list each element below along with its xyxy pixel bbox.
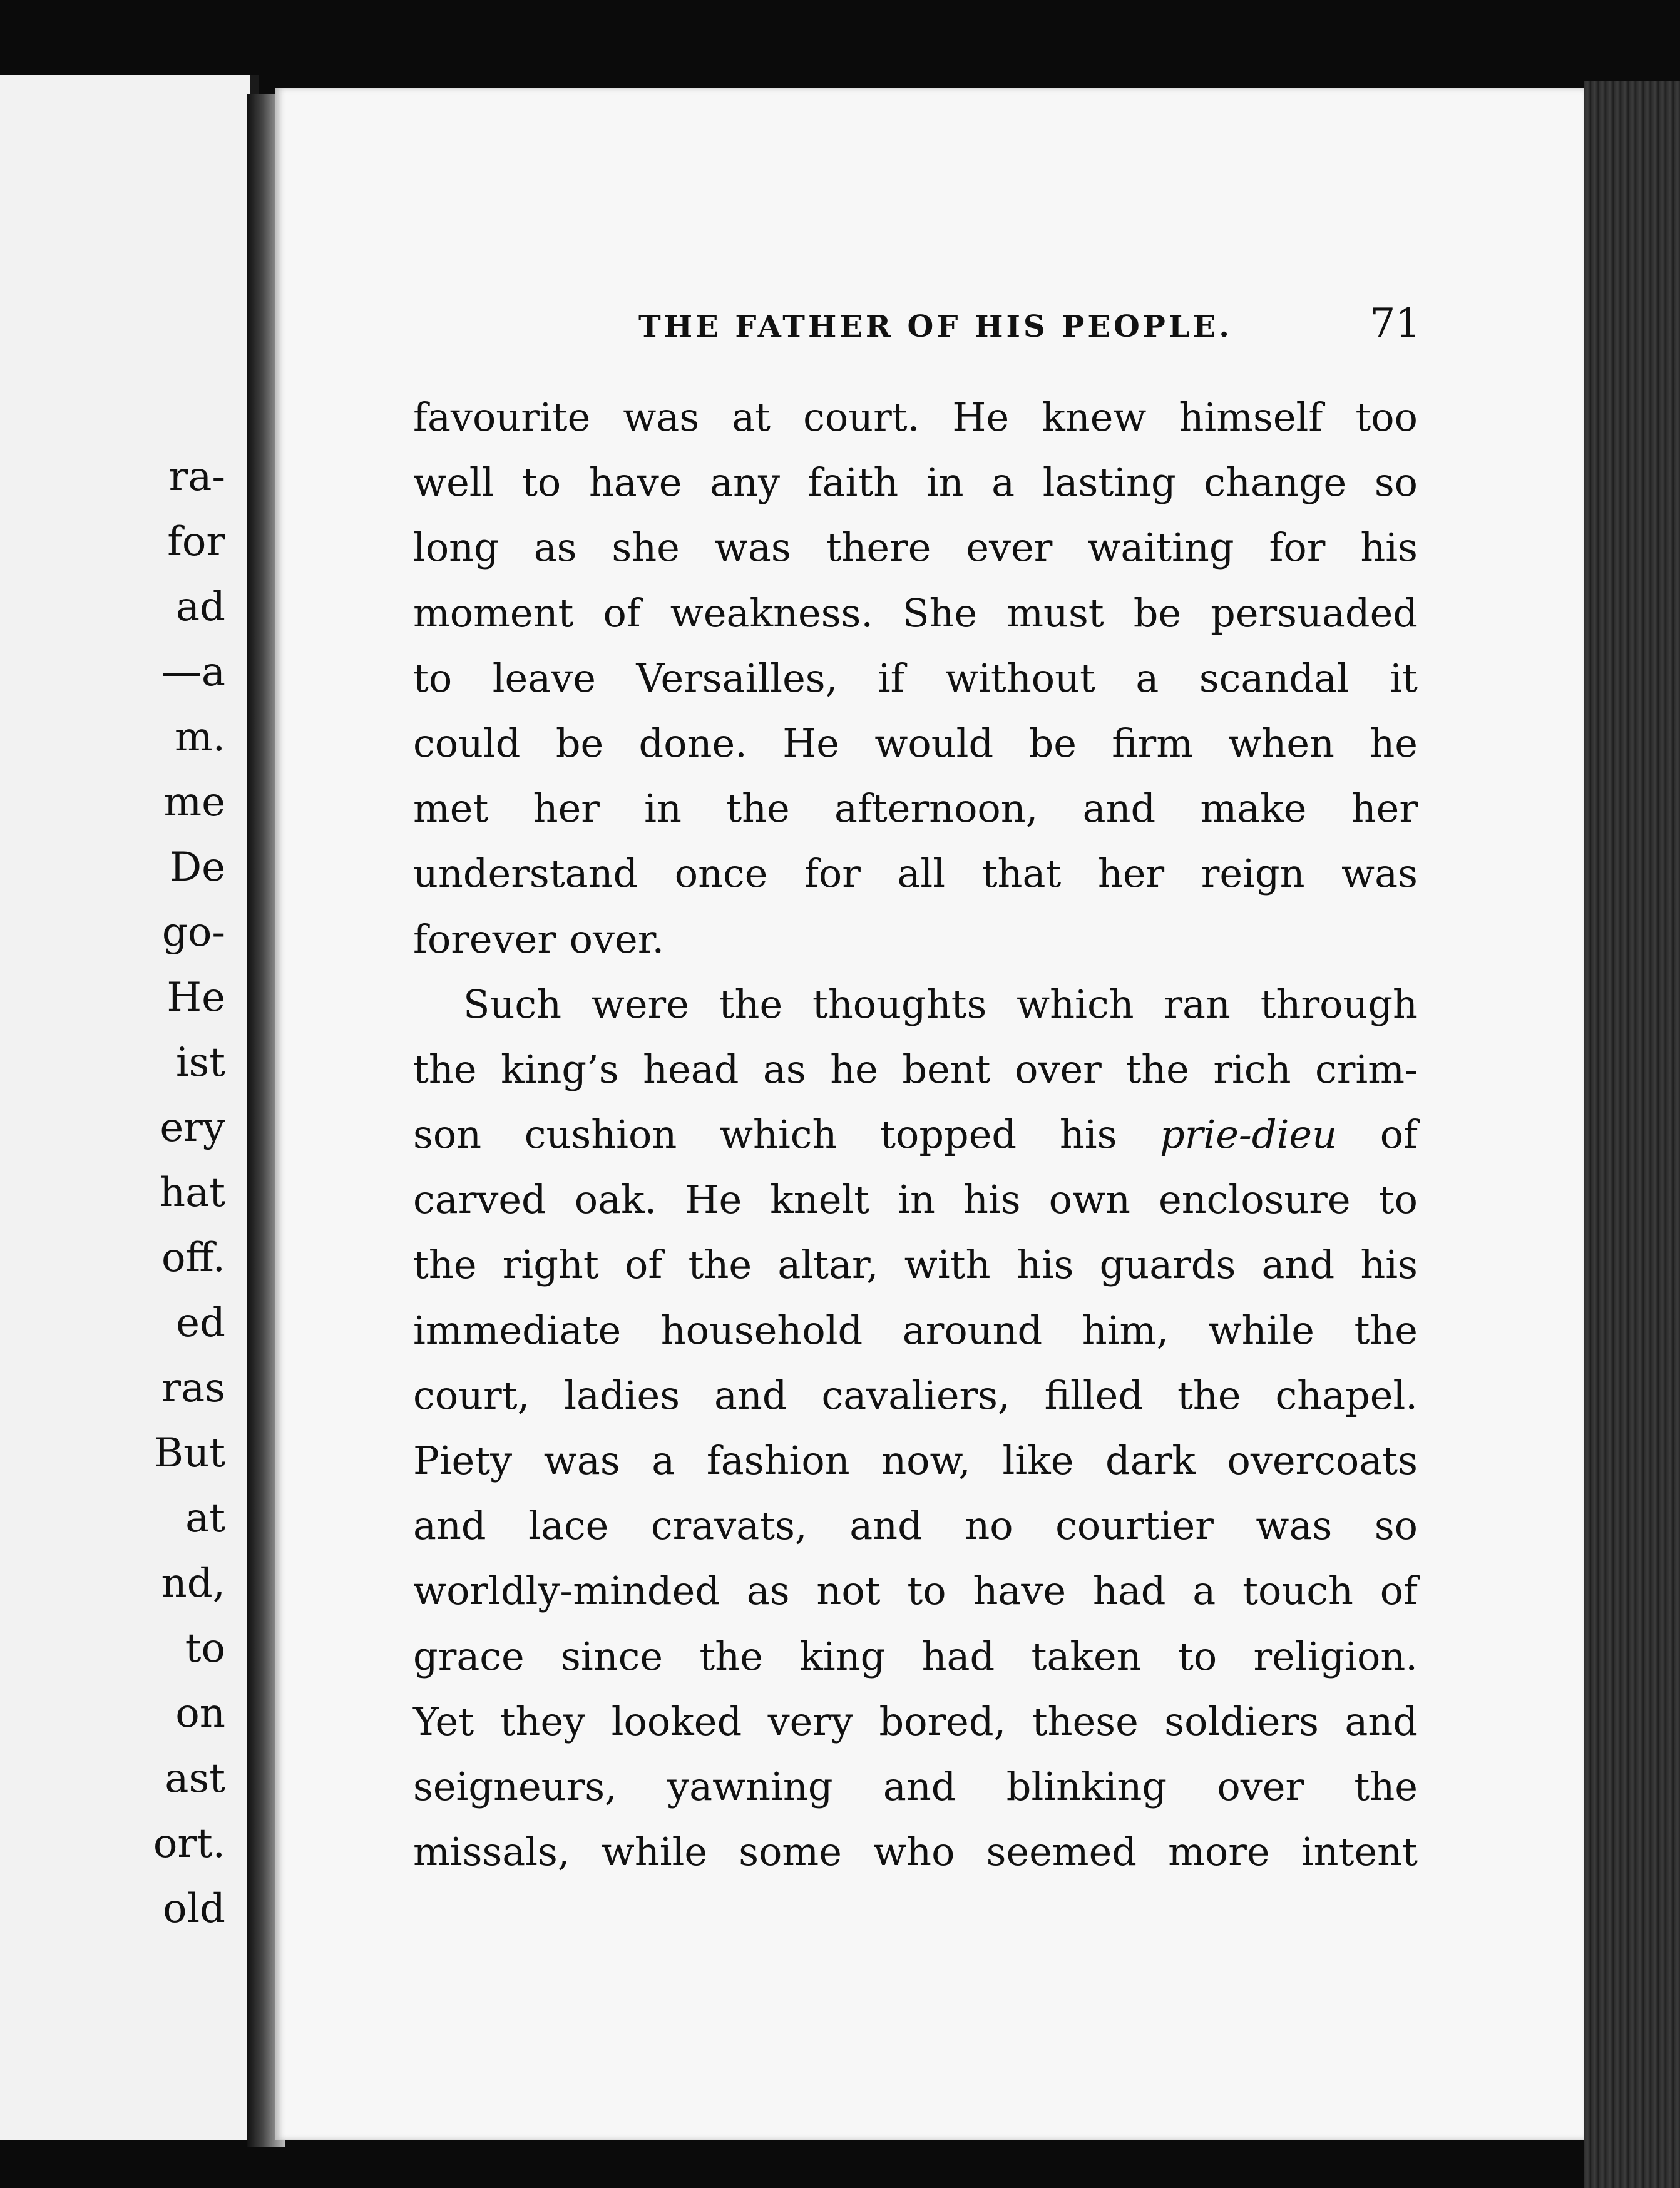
word: persuaded bbox=[1211, 590, 1418, 636]
word: a bbox=[1192, 1568, 1216, 1614]
word: blinking bbox=[1006, 1763, 1167, 1809]
word: if bbox=[878, 655, 905, 701]
word: and bbox=[1082, 785, 1156, 832]
text-line bbox=[413, 1558, 1418, 1623]
word: have bbox=[588, 459, 682, 506]
word: be bbox=[1028, 720, 1077, 766]
word: immediate bbox=[413, 1307, 622, 1353]
word: of bbox=[625, 1242, 663, 1288]
fragment-line: He bbox=[166, 974, 225, 1021]
word: and bbox=[883, 1763, 956, 1809]
word: as bbox=[746, 1568, 790, 1614]
italic-word: prie-dieu bbox=[1160, 1112, 1338, 1158]
word: be bbox=[555, 720, 604, 766]
word: it bbox=[1390, 655, 1418, 701]
word: ever bbox=[966, 524, 1053, 571]
word: his bbox=[1016, 1242, 1074, 1288]
word: the bbox=[699, 1633, 763, 1679]
text-line bbox=[413, 646, 1418, 711]
word: now, bbox=[881, 1438, 971, 1483]
word: Such bbox=[463, 981, 562, 1027]
word: his bbox=[1059, 1112, 1117, 1158]
fragment-line: But bbox=[154, 1430, 225, 1476]
text-line bbox=[413, 1754, 1418, 1819]
word: since bbox=[561, 1633, 663, 1679]
word: carved bbox=[413, 1177, 546, 1223]
word: touch bbox=[1242, 1568, 1353, 1614]
text-line bbox=[413, 1037, 1418, 1102]
word: so bbox=[1374, 459, 1418, 506]
word: scandal bbox=[1199, 655, 1350, 701]
word: to bbox=[1378, 1177, 1418, 1223]
word: overcoats bbox=[1227, 1438, 1418, 1483]
word: to bbox=[907, 1568, 946, 1614]
word: he bbox=[830, 1046, 878, 1092]
word: courtier bbox=[1055, 1503, 1214, 1549]
word: lace bbox=[528, 1503, 609, 1549]
word: once bbox=[674, 851, 768, 897]
word: was bbox=[1256, 1503, 1333, 1549]
word: He bbox=[685, 1177, 742, 1223]
word: forever bbox=[413, 916, 556, 962]
word: grace bbox=[413, 1633, 525, 1679]
word: he bbox=[1370, 720, 1418, 766]
word: without bbox=[945, 655, 1095, 701]
word: the bbox=[1177, 1372, 1241, 1418]
word: over bbox=[1015, 1046, 1102, 1092]
word: as bbox=[762, 1046, 806, 1092]
word: to bbox=[1177, 1633, 1217, 1679]
word: the bbox=[1354, 1763, 1418, 1809]
word: that bbox=[981, 851, 1062, 897]
fragment-line: ed bbox=[176, 1300, 225, 1346]
word: very bbox=[767, 1698, 854, 1744]
word: her bbox=[533, 785, 600, 832]
word: cavaliers, bbox=[821, 1372, 1010, 1418]
word: no bbox=[965, 1503, 1013, 1549]
word: the bbox=[719, 981, 783, 1027]
word: more bbox=[1168, 1829, 1270, 1875]
word: they bbox=[499, 1698, 586, 1744]
word: his bbox=[963, 1177, 1021, 1223]
word: firm bbox=[1112, 720, 1194, 766]
word: were bbox=[591, 981, 689, 1027]
word: through bbox=[1260, 981, 1418, 1027]
word: of bbox=[603, 590, 641, 636]
word: his bbox=[1360, 1242, 1418, 1288]
fragment-line: ort. bbox=[153, 1821, 225, 1867]
word: taken bbox=[1031, 1633, 1142, 1679]
word: over. bbox=[569, 916, 665, 962]
word: have bbox=[973, 1568, 1067, 1614]
word: for bbox=[1269, 524, 1326, 571]
word: and bbox=[714, 1372, 787, 1418]
word: all bbox=[897, 851, 946, 897]
word: of bbox=[1380, 1112, 1418, 1158]
fragment-line: go- bbox=[161, 909, 225, 956]
word: these bbox=[1032, 1698, 1139, 1744]
word: He bbox=[782, 720, 839, 766]
word: had bbox=[921, 1633, 995, 1679]
fragment-line: ras bbox=[161, 1365, 225, 1411]
word: met bbox=[413, 785, 489, 832]
word: make bbox=[1200, 785, 1307, 832]
text-line bbox=[413, 450, 1418, 515]
word: oak. bbox=[574, 1177, 657, 1223]
text-line bbox=[413, 711, 1418, 776]
fragment-line: hat bbox=[159, 1170, 225, 1216]
fragment-line: m. bbox=[174, 714, 225, 760]
word: which bbox=[719, 1112, 837, 1158]
word: a bbox=[1135, 655, 1159, 701]
word: afternoon, bbox=[834, 785, 1038, 832]
word: for bbox=[804, 851, 861, 897]
running-head: THE FATHER OF HIS PEOPLE. bbox=[638, 309, 1232, 344]
word: son bbox=[413, 1112, 482, 1158]
word: in bbox=[926, 459, 964, 506]
word: any bbox=[710, 459, 780, 506]
word: to bbox=[522, 459, 561, 506]
word: bored, bbox=[879, 1698, 1006, 1744]
word: as bbox=[533, 524, 577, 571]
word: was bbox=[543, 1438, 620, 1483]
word: king’s bbox=[501, 1046, 619, 1092]
word: at bbox=[732, 394, 771, 440]
word: and bbox=[849, 1503, 923, 1549]
word: long bbox=[413, 524, 499, 571]
word: the bbox=[1125, 1046, 1189, 1092]
fragment-line: old bbox=[163, 1886, 225, 1932]
word: cravats, bbox=[650, 1503, 807, 1549]
word: seemed bbox=[986, 1829, 1137, 1875]
word: ladies bbox=[564, 1372, 680, 1418]
fragment-line: for bbox=[167, 519, 225, 565]
word: own bbox=[1048, 1177, 1130, 1223]
text-line bbox=[413, 1298, 1418, 1363]
word: was bbox=[1341, 851, 1418, 897]
word: crim- bbox=[1315, 1046, 1418, 1092]
word: understand bbox=[413, 851, 638, 897]
word: soldiers bbox=[1164, 1698, 1319, 1744]
fragment-line: ast bbox=[165, 1756, 225, 1802]
word: when bbox=[1228, 720, 1334, 766]
word: household bbox=[660, 1307, 863, 1353]
text-line bbox=[413, 1689, 1418, 1754]
word: topped bbox=[880, 1112, 1017, 1158]
word: and bbox=[1345, 1698, 1418, 1744]
word: He bbox=[952, 394, 1010, 440]
word: weakness. bbox=[670, 590, 874, 636]
word: himself bbox=[1179, 394, 1323, 440]
facing-page bbox=[0, 75, 259, 2140]
word: must bbox=[1006, 590, 1104, 636]
text-line bbox=[413, 1232, 1418, 1297]
word: of bbox=[1380, 1568, 1418, 1614]
word: a bbox=[991, 459, 1015, 506]
word: faith bbox=[807, 459, 899, 506]
word: chapel. bbox=[1275, 1372, 1418, 1418]
word: Yet bbox=[413, 1698, 474, 1744]
word: right bbox=[502, 1242, 599, 1288]
word: fashion bbox=[706, 1438, 850, 1483]
fragment-line: me bbox=[163, 779, 225, 826]
word: in bbox=[898, 1177, 935, 1223]
word: leave bbox=[492, 655, 596, 701]
text-line bbox=[413, 1363, 1418, 1428]
word: and bbox=[1261, 1242, 1335, 1288]
word: looked bbox=[611, 1698, 742, 1744]
word: waiting bbox=[1087, 524, 1234, 571]
word: be bbox=[1133, 590, 1182, 636]
word: reign bbox=[1201, 851, 1305, 897]
text-line bbox=[413, 385, 1418, 450]
word: which bbox=[1017, 981, 1134, 1027]
word: worldly-minded bbox=[413, 1568, 720, 1614]
fragment-line: on bbox=[175, 1690, 225, 1737]
word: intent bbox=[1301, 1829, 1418, 1875]
word: well bbox=[413, 459, 494, 506]
word: her bbox=[1351, 785, 1418, 832]
text-line bbox=[413, 776, 1418, 841]
fragment-line: ra- bbox=[168, 454, 225, 500]
word: missals, bbox=[413, 1829, 570, 1875]
word: the bbox=[726, 785, 790, 832]
word: around bbox=[902, 1307, 1043, 1353]
page-number: 71 bbox=[1370, 300, 1421, 347]
text-line bbox=[413, 1493, 1418, 1558]
word: would bbox=[874, 720, 994, 766]
word: done. bbox=[638, 720, 747, 766]
fragment-line: ad bbox=[175, 584, 225, 630]
facing-page-text bbox=[0, 444, 225, 1941]
word: court. bbox=[803, 394, 920, 440]
fragment-line: De bbox=[169, 844, 225, 891]
word: who bbox=[873, 1829, 955, 1875]
word: while bbox=[601, 1829, 708, 1875]
word: head bbox=[643, 1046, 739, 1092]
text-line-italic bbox=[413, 1102, 1418, 1167]
word: filled bbox=[1044, 1372, 1144, 1418]
page-body bbox=[413, 385, 1418, 1884]
word: had bbox=[1092, 1568, 1166, 1614]
page-header bbox=[638, 300, 1421, 357]
word: the bbox=[413, 1046, 477, 1092]
text-line bbox=[413, 515, 1418, 580]
word: in bbox=[644, 785, 682, 832]
word: yawning bbox=[667, 1763, 833, 1809]
word: bent bbox=[902, 1046, 991, 1092]
word: was bbox=[623, 394, 700, 440]
word: was bbox=[714, 524, 791, 571]
text-line bbox=[413, 581, 1418, 646]
word: rich bbox=[1213, 1046, 1291, 1092]
word: there bbox=[826, 524, 931, 571]
fragment-line: ery bbox=[160, 1105, 225, 1151]
word: her bbox=[1097, 851, 1165, 897]
fragment-line: —a bbox=[161, 649, 225, 695]
word: so bbox=[1374, 1503, 1418, 1549]
fragment-line: to bbox=[185, 1625, 225, 1672]
word: like bbox=[1002, 1438, 1074, 1483]
word: change bbox=[1204, 459, 1347, 506]
word: some bbox=[739, 1829, 842, 1875]
word: moment bbox=[413, 590, 574, 636]
book-edge bbox=[1584, 81, 1680, 2188]
word: the bbox=[413, 1242, 477, 1288]
word: him, bbox=[1082, 1307, 1169, 1353]
paragraph-first-line bbox=[413, 972, 1418, 1037]
word: favourite bbox=[413, 394, 591, 440]
word: over bbox=[1217, 1763, 1304, 1809]
word: altar, bbox=[777, 1242, 879, 1288]
word: cushion bbox=[524, 1112, 677, 1158]
text-line bbox=[413, 907, 1418, 972]
word: the bbox=[1354, 1307, 1418, 1353]
word: enclosure bbox=[1159, 1177, 1351, 1223]
text-line bbox=[413, 1819, 1418, 1884]
word: seigneurs, bbox=[413, 1763, 617, 1809]
word: knelt bbox=[770, 1177, 870, 1223]
word: guards bbox=[1099, 1242, 1236, 1288]
word: she bbox=[612, 524, 680, 571]
word: too bbox=[1355, 394, 1418, 440]
text-line bbox=[413, 1428, 1418, 1493]
word: and bbox=[413, 1503, 486, 1549]
word: could bbox=[413, 720, 521, 766]
fragment-line: off. bbox=[161, 1235, 225, 1281]
word: lasting bbox=[1042, 459, 1176, 506]
fragment-line: at bbox=[185, 1495, 225, 1541]
word: court, bbox=[413, 1372, 530, 1418]
fragment-line: nd, bbox=[161, 1560, 225, 1607]
word: Versailles, bbox=[636, 655, 838, 701]
word: religion. bbox=[1253, 1633, 1418, 1679]
word: dark bbox=[1105, 1438, 1196, 1483]
text-line bbox=[413, 841, 1418, 906]
word: not bbox=[816, 1568, 881, 1614]
word: while bbox=[1208, 1307, 1314, 1353]
word: Piety bbox=[413, 1438, 513, 1483]
word: the bbox=[688, 1242, 752, 1288]
word: to bbox=[413, 655, 453, 701]
word: a bbox=[652, 1438, 675, 1483]
word: his bbox=[1360, 524, 1418, 571]
word: thoughts bbox=[812, 981, 987, 1027]
word: with bbox=[904, 1242, 991, 1288]
text-line bbox=[413, 1624, 1418, 1689]
word: ran bbox=[1164, 981, 1231, 1027]
fragment-line: ist bbox=[175, 1040, 225, 1086]
text-line bbox=[413, 1167, 1418, 1232]
word: knew bbox=[1042, 394, 1147, 440]
word: She bbox=[903, 590, 978, 636]
word: king bbox=[799, 1633, 886, 1679]
